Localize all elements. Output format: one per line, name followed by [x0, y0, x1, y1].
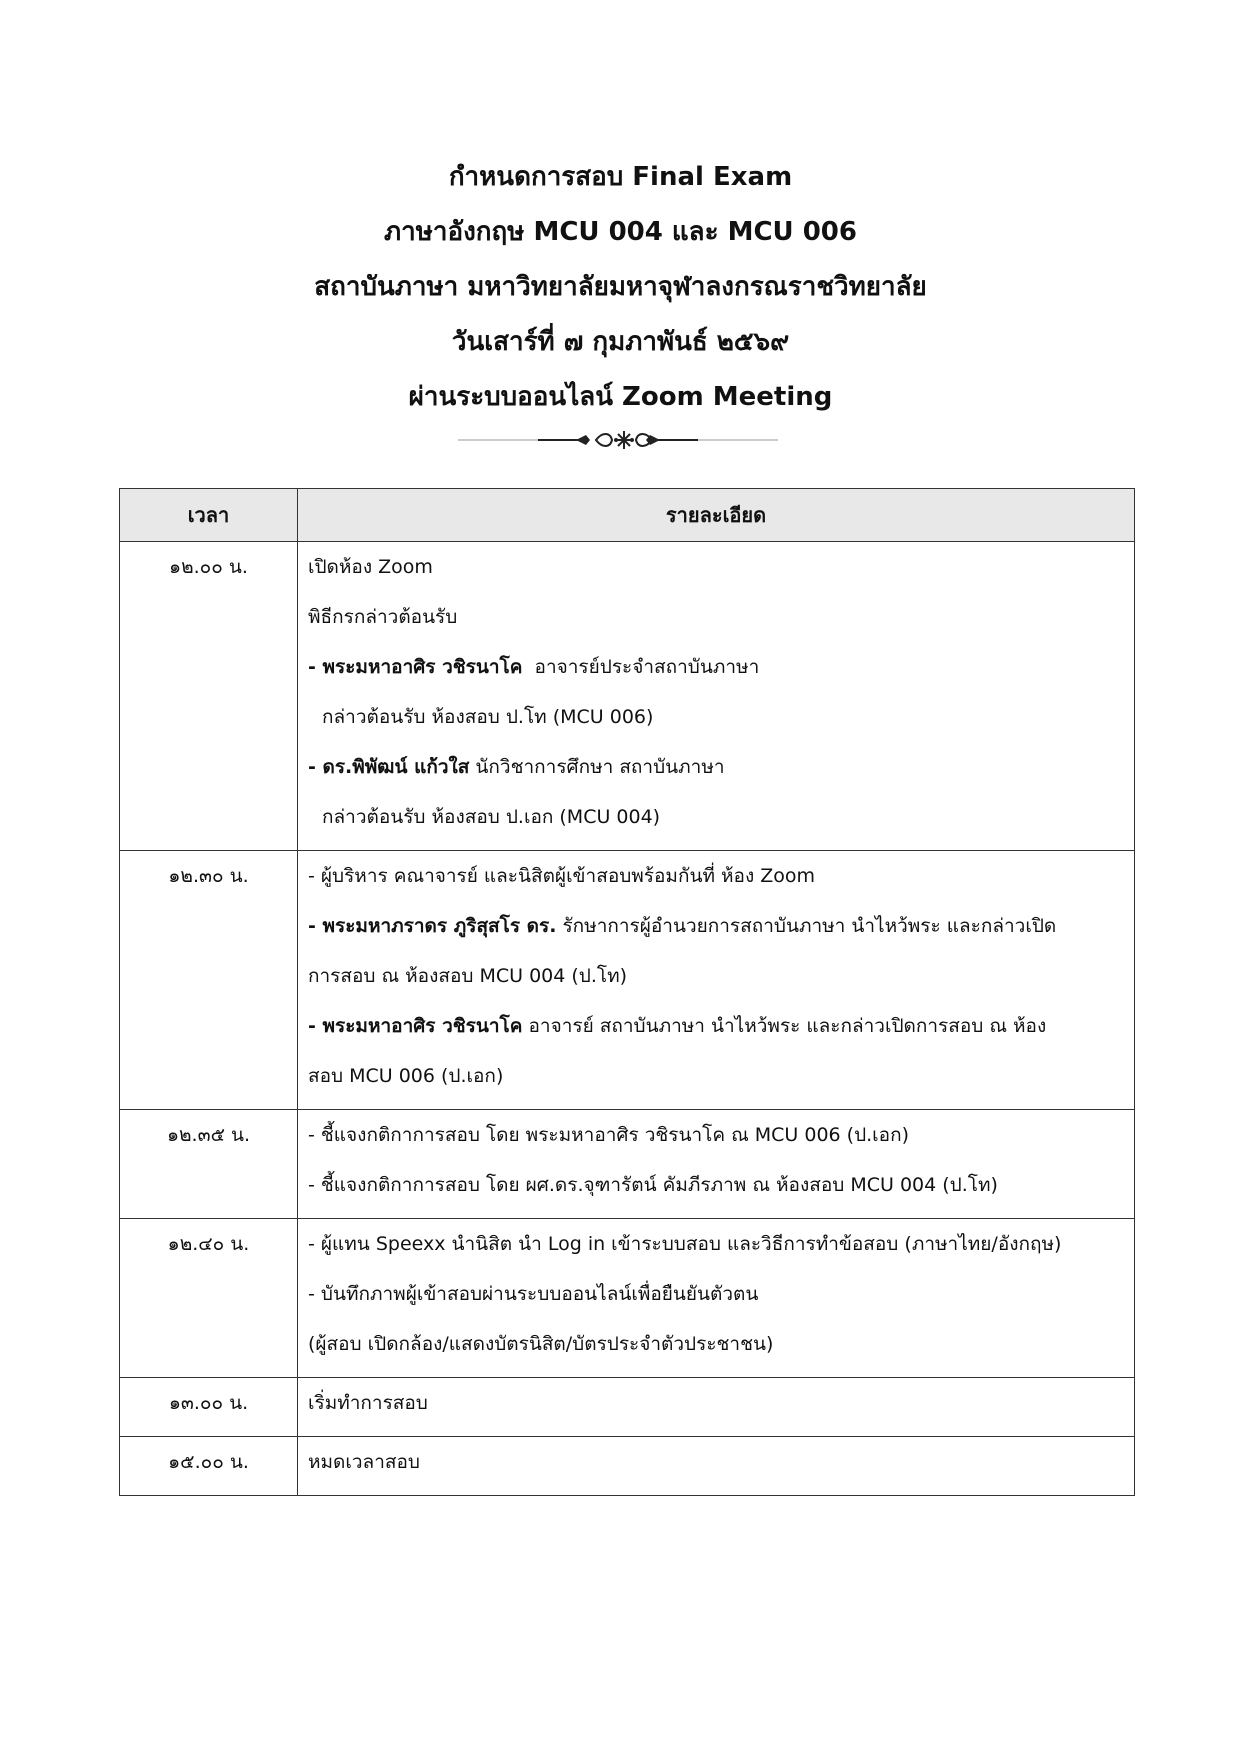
time-cell: ๑๒.๐๐ น.: [120, 542, 298, 851]
detail-cell: [298, 1378, 1135, 1437]
detail-line: [308, 1001, 1124, 1051]
document-header: [0, 150, 1241, 425]
speaker-name: - พระมหาอาศิร วชิรนาโค: [308, 656, 523, 678]
detail-line: [308, 592, 1124, 642]
table-row: [120, 542, 1135, 851]
time-cell: ๑๒.๓๕ น.: [120, 1110, 298, 1219]
detail-cell: [298, 542, 1135, 851]
detail-text: รักษาการผู้อำนวยการสถาบันภาษา นำไหว้พระ และกล่าวเปิด: [556, 915, 1057, 937]
detail-line: [308, 742, 1124, 792]
detail-line: [308, 642, 1124, 692]
detail-text: - ชี้แจงกติกาการสอบ โดย ผศ.ดร.จุฑารัตน์ คัมภีรภาพ ณ ห้องสอบ MCU 004 (ป.โท): [308, 1174, 998, 1196]
table-row: [120, 1110, 1135, 1219]
detail-cell: [298, 1437, 1135, 1496]
detail-text: (ผู้สอบ เปิดกล้อง/แสดงบัตรนิสิต/บัตรประจำตัวประชาชน): [308, 1333, 774, 1355]
header-date: วันเสาร์ที่ ๗ กุมภาพันธ์ ๒๕๖๙: [451, 327, 790, 357]
time-cell: ๑๒.๓๐ น.: [120, 851, 298, 1110]
detail-line: [308, 851, 1124, 901]
detail-text: อาจารย์ประจำสถาบันภาษา: [522, 656, 760, 678]
detail-cell: [298, 1219, 1135, 1378]
detail-line: [308, 1269, 1124, 1319]
speaker-name: - พระมหาภราดร ภูริสุสโร ดร.: [308, 915, 557, 937]
detail-text: สอบ MCU 006 (ป.เอก): [308, 1065, 504, 1087]
detail-line: [308, 1437, 1124, 1487]
detail-line: [308, 1051, 1124, 1101]
detail-line: [308, 901, 1124, 951]
column-header-detail: รายละเอียด: [298, 489, 1135, 542]
header-platform: ผ่านระบบออนไลน์ Zoom Meeting: [408, 382, 833, 412]
detail-text: - ผู้บริหาร คณาจารย์ และนิสิตผู้เข้าสอบพร้อมกันที่ ห้อง Zoom: [308, 865, 816, 887]
detail-text: - ผู้แทน Speexx นำนิสิต นำ Log in เข้าระบบสอบ และวิธีการทำข้อสอบ (ภาษาไทย/อังกฤษ): [308, 1233, 1062, 1255]
detail-line: [308, 792, 1124, 842]
speaker-name: - พระมหาอาศิร วชิรนาโค: [308, 1015, 523, 1037]
decorative-divider-ornament: [458, 425, 778, 455]
detail-line: [308, 951, 1124, 1001]
detail-text: กล่าวต้อนรับ ห้องสอบ ป.โท (MCU 006): [322, 706, 654, 728]
table-row: [120, 1219, 1135, 1378]
time-cell: ๑๓.๐๐ น.: [120, 1378, 298, 1437]
detail-cell: [298, 851, 1135, 1110]
detail-text: เปิดห้อง Zoom: [308, 556, 433, 578]
table-row: [120, 1378, 1135, 1437]
detail-text: - บันทึกภาพผู้เข้าสอบผ่านระบบออนไลน์เพื่อยืนยันตัวตน: [308, 1283, 759, 1305]
table-row: [120, 851, 1135, 1110]
detail-text: อาจารย์ สถาบันภาษา นำไหว้พระ และกล่าวเปิดการสอบ ณ ห้อง: [522, 1015, 1047, 1037]
speaker-name: - ดร.พิพัฒน์ แก้วใส: [308, 756, 470, 778]
table-header-row: [120, 489, 1135, 542]
detail-text: กล่าวต้อนรับ ห้องสอบ ป.เอก (MCU 004): [322, 806, 661, 828]
column-header-time: เวลา: [120, 489, 298, 542]
time-cell: ๑๒.๔๐ น.: [120, 1219, 298, 1378]
table-row: [120, 1437, 1135, 1496]
detail-line: [308, 1378, 1124, 1428]
detail-text: นักวิชาการศึกษา สถาบันภาษา: [469, 756, 725, 778]
detail-line: [308, 1110, 1124, 1160]
time-cell: ๑๕.๐๐ น.: [120, 1437, 298, 1496]
detail-text: การสอบ ณ ห้องสอบ MCU 004 (ป.โท): [308, 965, 628, 987]
detail-text: หมดเวลาสอบ: [308, 1451, 420, 1473]
header-course: ภาษาอังกฤษ MCU 004 และ MCU 006: [383, 217, 857, 247]
detail-line: [308, 1160, 1124, 1210]
detail-line: [308, 1219, 1124, 1269]
detail-line: [308, 1319, 1124, 1369]
detail-line: [308, 542, 1124, 592]
detail-text: - ชี้แจงกติกาการสอบ โดย พระมหาอาศิร วชิรนาโค ณ MCU 006 (ป.เอก): [308, 1124, 909, 1146]
detail-text: เริ่มทำการสอบ: [308, 1392, 428, 1414]
schedule-table: [119, 488, 1135, 1496]
detail-line: [308, 692, 1124, 742]
header-title: กำหนดการสอบ Final Exam: [448, 162, 793, 192]
detail-cell: [298, 1110, 1135, 1219]
header-institute: สถาบันภาษา มหาวิทยาลัยมหาจุฬาลงกรณราชวิทยาลัย: [314, 272, 927, 302]
detail-text: พิธีกรกล่าวต้อนรับ: [308, 606, 458, 628]
